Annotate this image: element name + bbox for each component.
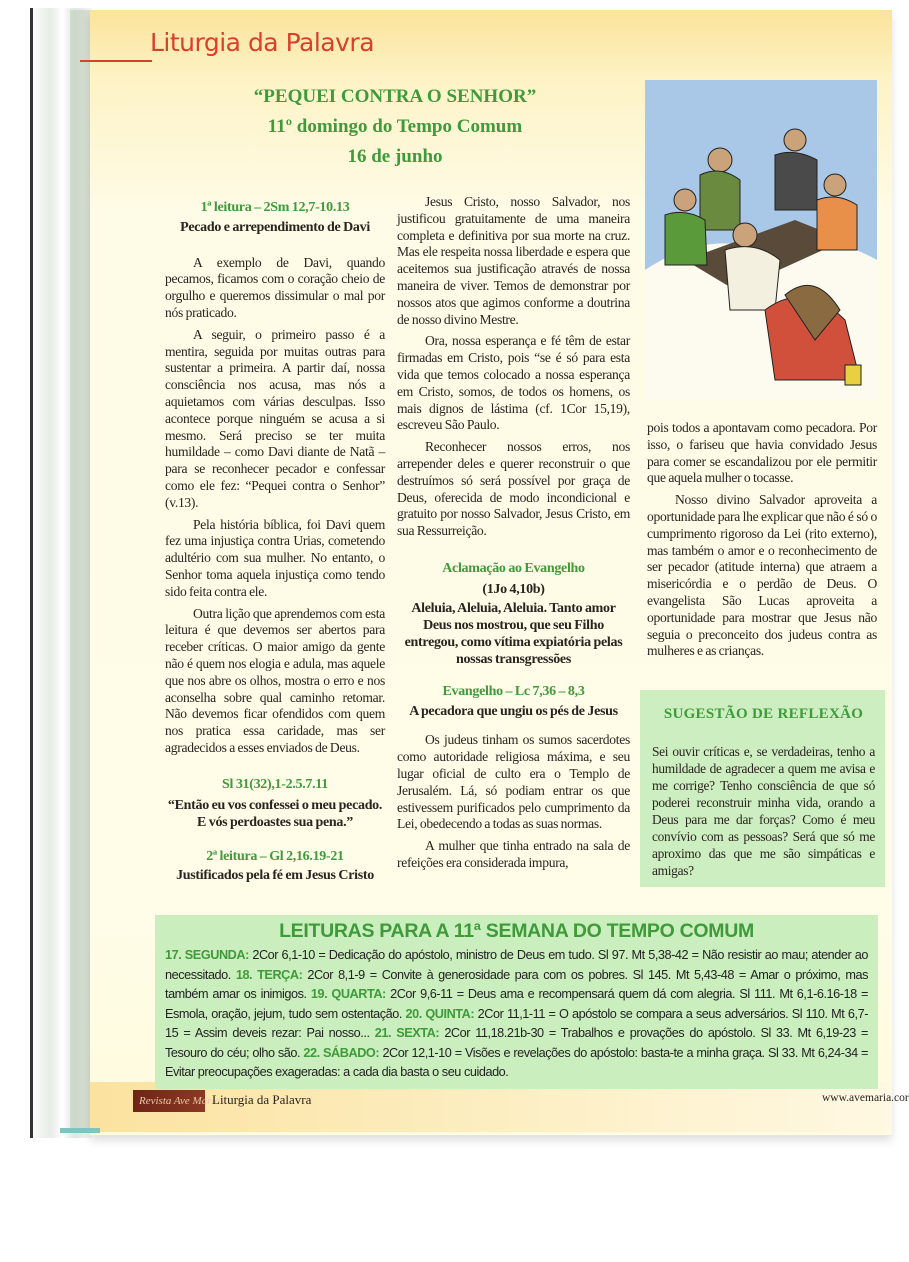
paragraph: A seguir, o primeiro passo é a mentira, seguida por muitas outras para sustentar a primeira. A partir daí, nossa consciência nos acusa, mas nós a aquietamos com várias desculpas. Isso acontece porque ninguém se acusa a si mesmo. Será preciso se ter muita humildade – como Davi diante de Natã – para se reconhecer pecador e confessar como ele fez: “Pequei contra o Senhor” (v.13). (165, 326, 385, 510)
weekly-readings-title: LEITURAS PARA A 11ª SEMANA DO TEMPO COMUM (279, 920, 754, 942)
liturgy-sunday: 11º domingo do Tempo Comum (267, 116, 523, 137)
liturgy-title: “PEQUEI CONTRA O SENHOR” (253, 86, 537, 107)
psalm-response: “Então eu vos confessei o meu pecado. E vós perdoastes sua pena.” (167, 797, 383, 830)
reflection-text: Sei ouvir críticas e, se verdadeiras, tenho a humildade de agradecer a quem me avisa e me corrige? Tenho consciência de que só poderei reconstruir minha vida, orando a Deus para me dar forças? Como é meu convívio com as pessoas? Será que só me aproximo das que me são simpáticas e amigas? (652, 744, 875, 878)
column-3 (647, 420, 877, 660)
paragraph: A exemplo de Davi, quando pecamos, ficamos com o coração cheio de orgulho e queremos dissimular o mal por nós praticado. (165, 254, 385, 320)
reading2-title: Justificados pela fé em Jesus Cristo (176, 868, 374, 884)
liturgy-heading (200, 82, 590, 172)
weekly-readings-list (165, 946, 868, 1083)
day-readings: 2Cor 11,18.21b-30 = Trabalhos e provações do apóstolo. Sl 33. Mt 6,19-23 = Tesouro do céu; olho são. (165, 1026, 868, 1060)
acclamation-ref: (1Jo 4,10b) (482, 581, 545, 597)
liturgy-date: 16 de junho (347, 146, 443, 167)
acclamation-text: Aleluia, Aleluia, Aleluia. Tanto amor Deus nos mostrou, que seu Filho entregou, como vítima expiatória pelas nossas transgressões (404, 600, 623, 667)
day-label: 17. SEGUNDA: (165, 948, 249, 962)
jesus-anointing-illustration-icon (645, 80, 877, 400)
paragraph: Reconhecer nossos erros, nos arrepender deles e querer reconstruir o que destruímos só será possível por graça de Deus, oferecida de modo incondicional e gratuito por nosso Salvador, Jesus Cristo, em sua Ressurreição. (397, 439, 630, 539)
psalm-ref: Sl 31(32),1-2.5.7.11 (222, 776, 328, 792)
reading2-ref: 2ª leitura – Gl 2,16.19-21 (206, 848, 344, 864)
acclamation-title: Aclamação ao Evangelho (442, 560, 585, 576)
paragraph: Ora, nossa esperança e fé têm de estar firmadas em Cristo, pois “se é só para esta vida que temos colocado a nossa esperança em Cristo, somos, de todos os homens, os mais dignos de lástima (cf. 1Cor 15,19), escreveu São Paulo. (397, 333, 630, 433)
day-readings: 2Cor 11,1-11 = O apóstolo se compara a seus adversários. Sl 110. Mt 6,7-15 = Assim deveis rezar: Pai nosso... (165, 1006, 868, 1040)
gospel-title: A pecadora que ungiu os pés de Jesus (409, 703, 618, 719)
day-readings: 2Cor 12,1-10 = Visões e revelações do apóstolo: basta-te a minha graça. Sl 33. Mt 6,24-34 = Evitar preocupações exageradas: a cada dia basta o seu cuidado. (165, 1045, 869, 1079)
day-readings: 2Cor 9,6-11 = Deus ama e recompensará quem dá com alegria. Sl 111. Mt 6,1-6.16-18 = Esmola, oração, jejum, tudo sem ostentação. (165, 987, 868, 1021)
paragraph: pois todos a apontavam como pecadora. Por isso, o fariseu que havia convidado Jesus para comer se escandalizou por ele permitir que aquela mulher o tocasse. (647, 420, 877, 486)
ave-maria-logo: Revista Ave Maria (133, 1090, 205, 1112)
reflection-box (640, 690, 885, 887)
reading1-title: Pecado e arrependimento de Davi (180, 219, 370, 235)
footer-section: Liturgia da Palavra (212, 1092, 312, 1107)
footer-band (90, 1082, 892, 1132)
page-edge-teal (60, 1128, 100, 1133)
paragraph: Jesus Cristo, nosso Salvador, nos justificou gratuitamente de uma maneira completa e definitiva por sua morte na cruz. Mas ele respeita nossa liberdade e espera que aceitemos sua justificação através de nossa maneira de viver. Temos de demonstrar por nossos atos que agimos conforme a doutrina de nosso divino Mestre. (397, 194, 630, 327)
day-label: 21. SEXTA: (374, 1026, 440, 1040)
gospel-illustration (645, 80, 877, 400)
paragraph: Outra lição que aprendemos com esta leitura é que devemos ser abertos para receber críticas. O maior amigo da gente não é quem nos elogia e adula, mas aquele que nos abre os olhos, mostra o erro e nos aconselha sobre qual caminho retomar. Não devemos ficar ofendidos com quem nos pratica essa caridade, mas ser agradecidos a esses enviados de Deus. (165, 605, 385, 755)
footer-url: www.avemaria.cor (822, 1092, 909, 1104)
paragraph: A mulher que tinha entrado na sala de refeições era considerada impura, (397, 838, 630, 870)
day-readings: 2Cor 6,1-10 = Dedicação do apóstolo, ministro de Deus em tudo. Sl 97. Mt 5,38-42 = Não resistir ao mau; atender ao necessitado. (165, 948, 868, 982)
day-label: 19. QUARTA: (310, 987, 386, 1001)
paragraph: Os judeus tinham os sumos sacerdotes como autoridade religiosa máxima, e seu lugar oficial de culto era o Templo de Jerusalém. Lá, só podiam entrar os que estivessem purificados pelo cumprimento da Lei, obedecendo a todas as suas normas. (397, 732, 630, 832)
gospel-ref: Evangelho – Lc 7,36 – 8,3 (442, 683, 585, 699)
column-1 (165, 200, 385, 885)
day-readings: 2Cor 8,1-9 = Convite à generosidade para com os pobres. Sl 145. Mt 5,43-48 = Amar o próximo, mas também amar os inimigos. (165, 967, 868, 1001)
page-stack-shadow (70, 10, 92, 1130)
day-label: 20. QUINTA: (405, 1006, 475, 1021)
paragraph: Nosso divino Salvador aproveita a oportunidade para lhe explicar que não é só o cumprimento rigoroso da Lei (rito externo), mas também o amor e o reconhecimento de ser pecador (atitude interna) que atraem a misericórdia e o perdão de Deus. O evangelista São Lucas aproveita a oportunidade para mostrar que Jesus não seguia o preconceito dos judeus contra as mulheres e as crianças. (647, 492, 877, 659)
day-label: 22. SÁBADO: (303, 1045, 380, 1060)
reading1-ref: 1ª leitura – 2Sm 12,7-10.13 (200, 200, 350, 215)
day-label: 18. TERÇA: (235, 967, 303, 982)
section-title: Liturgia da Palavra (150, 28, 375, 57)
paragraph: Pela história bíblica, foi Davi quem fez uma injustiça contra Urias, cometendo adultério com sua mulher. No entanto, o Senhor toma aquela injustiça como tendo sido feita contra ele. (165, 516, 385, 599)
weekly-readings-box (155, 915, 878, 1089)
reflection-title: SUGESTÃO DE REFLEXÃO (663, 706, 864, 722)
column-2 (397, 194, 630, 872)
title-rule (80, 60, 152, 62)
